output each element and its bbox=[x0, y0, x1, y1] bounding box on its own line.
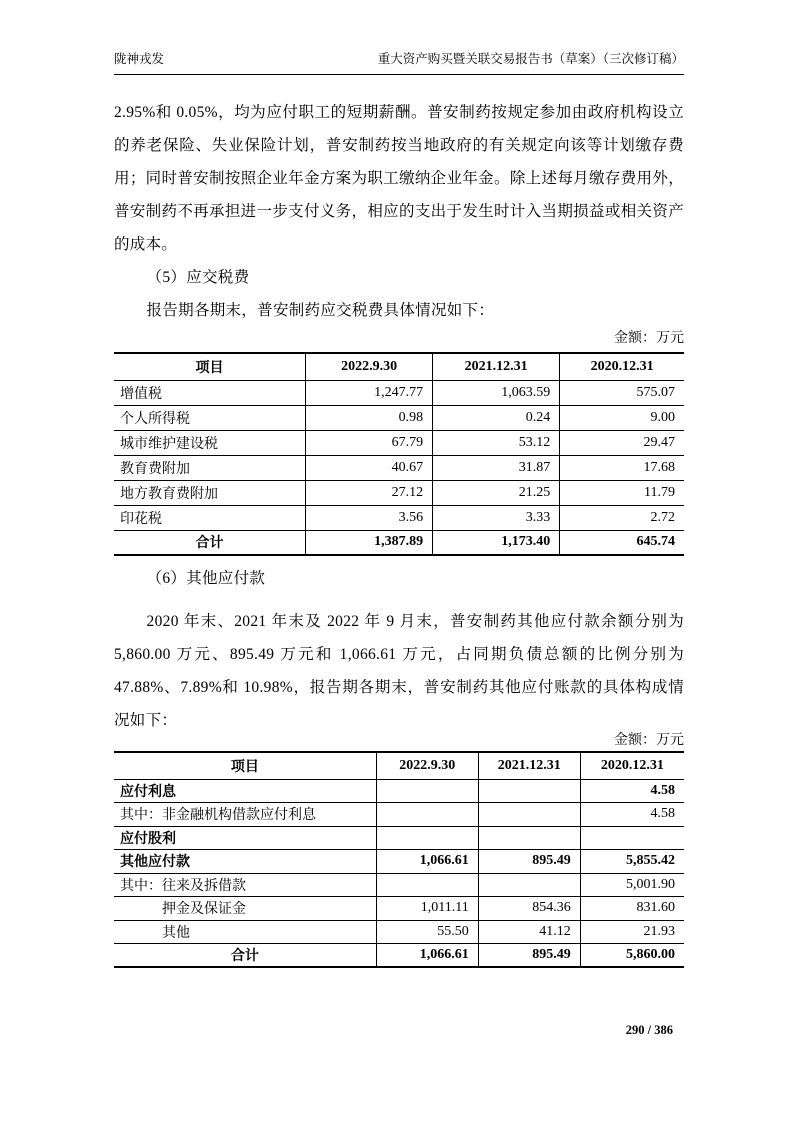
table-total-row bbox=[114, 530, 684, 555]
cell-value: 1,066.61 bbox=[376, 850, 478, 874]
total-label: 合计 bbox=[114, 944, 376, 968]
cell-value: 40.67 bbox=[306, 455, 433, 480]
row-label: 其他应付款 bbox=[114, 850, 376, 874]
cell-value bbox=[376, 873, 478, 897]
row-label: 押金及保证金 bbox=[114, 897, 376, 921]
cell-value: 53.12 bbox=[433, 430, 560, 455]
cell-value bbox=[478, 873, 580, 897]
paragraph-employee-benefits: 2.95%和 0.05%，均为应付职工的短期薪酬。普安制药按规定参加由政府机构设立的养老保险、失业保险计划，普安制药按当地政府的有关规定向该等计划缴存费用；同时普安制按照企业年金方案为职工缴纳企业年金。除上述每月缴存费用外，普安制药不再承担进一步支付义务，相应的支出于发生时计入当期损益或相关资产的成本。 bbox=[114, 104, 684, 253]
section-heading-5: （5）应交税费 bbox=[146, 269, 250, 286]
table-row-education-surcharge bbox=[114, 455, 684, 480]
row-label: 其中：往来及拆借款 bbox=[114, 873, 376, 897]
cell-value: 831.60 bbox=[580, 897, 684, 921]
table-row-other-payables bbox=[114, 850, 684, 874]
row-label: 应付股利 bbox=[114, 826, 376, 850]
column-header-2021: 2021.12.31 bbox=[433, 353, 560, 380]
table-row-personal-income-tax bbox=[114, 405, 684, 430]
row-label: 地方教育费附加 bbox=[114, 480, 306, 505]
cell-value: 41.12 bbox=[478, 920, 580, 944]
row-label: 教育费附加 bbox=[114, 455, 306, 480]
other-payables-table bbox=[114, 751, 684, 968]
table-total-row bbox=[114, 944, 684, 968]
total-value: 1,387.89 bbox=[306, 530, 433, 555]
cell-value: 21.93 bbox=[580, 920, 684, 944]
unit-label-other-payables-table: 金额：万元 bbox=[614, 733, 684, 748]
cell-value: 1,011.11 bbox=[376, 897, 478, 921]
cell-value bbox=[478, 803, 580, 827]
page-number: 290 / 386 bbox=[625, 1023, 673, 1037]
cell-value: 575.07 bbox=[560, 380, 684, 405]
table-header-row bbox=[114, 353, 684, 380]
row-label: 个人所得税 bbox=[114, 405, 306, 430]
cell-value: 11.79 bbox=[560, 480, 684, 505]
unit-label-tax-table: 金额：万元 bbox=[614, 331, 684, 346]
section5-intro: 报告期各期末，普安制药应交税费具体情况如下： bbox=[146, 302, 495, 319]
cell-value: 2.72 bbox=[560, 505, 684, 530]
cell-value: 31.87 bbox=[433, 455, 560, 480]
cell-value bbox=[478, 779, 580, 803]
cell-value: 5,855.42 bbox=[580, 850, 684, 874]
total-value: 1,066.61 bbox=[376, 944, 478, 968]
section6-intro: 2020 年末、2021 年末及 2022 年 9 月末，普安制药其他应付款余额分别为 5,860.00 万元、895.49 万元和 1,066.61 万元，占同期负债总额的比例分别为 47.88%、7.89%和 10.98%，报告期各期末，普安制药其他应付账款的具体构成情况如下： bbox=[114, 613, 684, 729]
cell-value: 5,001.90 bbox=[580, 873, 684, 897]
table-row-dividends-payable bbox=[114, 826, 684, 850]
cell-value: 4.58 bbox=[580, 803, 684, 827]
cell-value: 895.49 bbox=[478, 850, 580, 874]
cell-value bbox=[376, 779, 478, 803]
cell-value bbox=[376, 803, 478, 827]
table-header-row bbox=[114, 752, 684, 779]
page-content bbox=[114, 96, 684, 968]
header-company-name: 陇神戎发 bbox=[114, 52, 165, 66]
table-row-local-education-surcharge bbox=[114, 480, 684, 505]
cell-value: 17.68 bbox=[560, 455, 684, 480]
total-value: 5,860.00 bbox=[626, 947, 675, 962]
table-row-current-and-borrowed-funds bbox=[114, 873, 684, 897]
cell-value: 3.33 bbox=[433, 505, 560, 530]
table-row-nonfinancial-borrow-interest bbox=[114, 803, 684, 827]
cell-value: 67.79 bbox=[306, 430, 433, 455]
cell-value: 55.50 bbox=[376, 920, 478, 944]
table-row-urban-maintenance-tax bbox=[114, 430, 684, 455]
section-heading-6: （6）其他应付款 bbox=[146, 570, 266, 587]
header-document-title: 重大资产购买暨关联交易报告书（草案）（三次修订稿） bbox=[377, 52, 684, 66]
total-value: 895.49 bbox=[478, 944, 580, 968]
cell-value: 27.12 bbox=[306, 480, 433, 505]
cell-value: 854.36 bbox=[478, 897, 580, 921]
table-row-others bbox=[114, 920, 684, 944]
table-row-vat bbox=[114, 380, 684, 405]
column-header-2020: 2020.12.31 bbox=[560, 353, 684, 380]
cell-value: 0.24 bbox=[433, 405, 560, 430]
row-label: 增值税 bbox=[114, 380, 306, 405]
row-label: 应付利息 bbox=[114, 779, 376, 803]
row-label: 城市维护建设税 bbox=[114, 430, 306, 455]
cell-value: 1,063.59 bbox=[433, 380, 560, 405]
cell-value: 29.47 bbox=[560, 430, 684, 455]
row-label: 印花税 bbox=[114, 505, 306, 530]
cell-value: 0.98 bbox=[306, 405, 433, 430]
column-header-2021: 2021.12.31 bbox=[478, 752, 580, 779]
page-header bbox=[114, 49, 684, 75]
cell-value: 1,247.77 bbox=[306, 380, 433, 405]
row-label: 其中：非金融机构借款应付利息 bbox=[114, 803, 376, 827]
total-value: 645.74 bbox=[636, 534, 675, 550]
column-header-2020: 2020.12.31 bbox=[580, 752, 684, 779]
cell-value: 9.00 bbox=[560, 405, 684, 430]
table-row-stamp-tax bbox=[114, 505, 684, 530]
column-header-item: 项目 bbox=[114, 752, 376, 779]
tax-payable-table bbox=[114, 352, 684, 556]
cell-value bbox=[478, 826, 580, 850]
cell-value: 4.58 bbox=[580, 779, 684, 803]
total-value: 1,173.40 bbox=[433, 530, 560, 555]
column-header-2022: 2022.9.30 bbox=[376, 752, 478, 779]
cell-value: 21.25 bbox=[433, 480, 560, 505]
column-header-2022: 2022.9.30 bbox=[306, 353, 433, 380]
cell-value bbox=[580, 826, 684, 850]
cell-value bbox=[376, 826, 478, 850]
total-label: 合计 bbox=[114, 530, 306, 555]
column-header-item: 项目 bbox=[114, 353, 306, 380]
table-row-interest-payable bbox=[114, 779, 684, 803]
table-row-deposits-and-guarantees bbox=[114, 897, 684, 921]
row-label: 其他 bbox=[114, 920, 376, 944]
cell-value: 3.56 bbox=[306, 505, 433, 530]
